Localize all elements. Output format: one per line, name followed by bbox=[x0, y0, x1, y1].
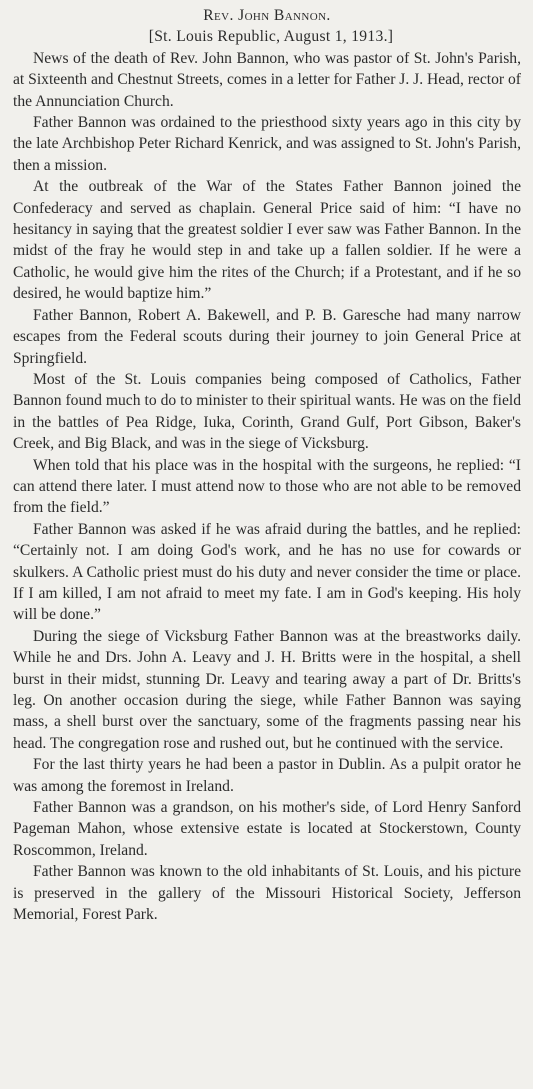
paragraph: Most of the St. Louis companies being composed of Catholics, Father Bannon found much to do to minister to their spiritual wants. He was on the field in the battles of Pea Ridge, Iuka, Corinth, Grand Gulf, Port Gibson, Baker's Creek, and Big Black, and was in the siege of Vicksburg. bbox=[13, 370, 521, 453]
paragraph: At the outbreak of the War of the States Father Bannon joined the Confederacy and served as chaplain. General Price said of him: “I have no hesitancy in saying that the greatest soldier I ever saw was Father Bannon. In the midst of the fray he would step in and take up a fallen soldier. If he were a Catholic, he would give him the rites of the Church; if a Protestant, and if he so desired, he would baptize him.” bbox=[13, 178, 521, 303]
article-source: [St. Louis Republic, August 1, 1913.] bbox=[148, 28, 394, 46]
paragraph: When told that his place was in the hospital with the surgeons, he replied: “I can attend there later. I must attend now to those who are not able to be removed from the field.” bbox=[13, 456, 521, 517]
paragraph: During the siege of Vicksburg Father Bannon was at the breastworks daily. While he and Drs. John A. Leavy and J. H. Britts were in the hospital, a shell burst in their midst, stunning Dr. Leavy and tearing away a part of Dr. Britts's leg. On another occasion during the siege, while Father Bannon was saying mass, a shell burst over the sanctuary, some of the fragments passing near his head. The congregation rose and rushed out, but he continued with the service. bbox=[13, 627, 521, 752]
paragraph: Father Bannon was a grandson, on his mother's side, of Lord Henry Sanford Pageman Mahon, whose extensive estate is located at Stockerstown, County Roscommon, Ireland. bbox=[13, 799, 521, 859]
paragraph: Father Bannon was ordained to the priesthood sixty years ago in this city by the late Archbishop Peter Richard Kenrick, and was assigned to St. John's Parish, then a mission. bbox=[13, 114, 521, 174]
paragraph: Father Bannon was asked if he was afraid during the battles, and he replied: “Certainly not. I am doing God's work, and he has no use for cowards or skulkers. A Catholic priest must do his duty and never consider the time or place. If I am killed, I am not afraid to meet my fate. I am in God's keeping. His holy will be done.” bbox=[13, 520, 521, 624]
paragraph: Father Bannon was known to the old inhabitants of St. Louis, and his picture is preserved in the gallery of the Missouri Historical Society, Jefferson Memorial, Forest Park. bbox=[13, 863, 521, 924]
paragraph: Father Bannon, Robert A. Bakewell, and P. B. Garesche had many narrow escapes from the Federal scouts during their journey to join General Price at Springfield. bbox=[13, 306, 521, 367]
paragraph: For the last thirty years he had been a pastor in Dublin. As a pulpit orator he was among the foremost in Ireland. bbox=[13, 756, 521, 795]
article-title bbox=[13, 5, 521, 26]
article-body bbox=[13, 48, 521, 926]
paragraph: News of the death of Rev. John Bannon, who was pastor of St. John's Parish, at Sixteenth and Chestnut Streets, comes in a letter for Father J. J. Head, rector of the Annunciation Church. bbox=[13, 49, 521, 110]
article-title-text: Rev. John Bannon. bbox=[203, 7, 331, 24]
